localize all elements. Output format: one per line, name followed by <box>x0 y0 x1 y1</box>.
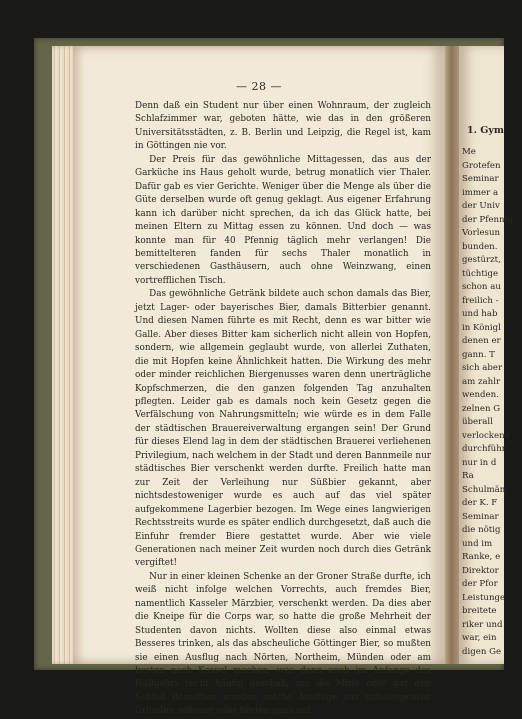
right-page-line: die nötig <box>462 525 501 535</box>
right-page-line: gann. T <box>462 349 495 360</box>
paragraph: Nur in einer kleinen Schenke an der Groner Straße durfte, ich weiß nicht infolge welchen Vorrechts, auch fremdes Bier, namentlich Kasseler Märzbier, verschenkt werden. Da dies aber die Kneipe für die Corps war, so hatte die große Mehrheit der Studenten davon nichts. Wollten diese also einmal etwas Besseres trinken, als das abscheuliche Göttinger Bier, so mußten sie einen Ausflug nach Nörten, Northeim, Münden oder am besten nach Kassel machen, was denn auch im Anfange des Halbjahrs recht häufig geschah; um die Mitte oder gar den Schluß desselben wurden solche Ausflüge aus naheliegenden Gründen seltener oder hörten ganz auf. <box>135 571 431 717</box>
right-page-line: Schulmän <box>462 484 506 495</box>
right-page-line: Ranke, e <box>462 552 501 562</box>
right-page-line: und hab <box>462 309 498 319</box>
right-page-line: verlockend <box>462 430 511 441</box>
right-page-line: Seminar <box>462 174 499 184</box>
right-page-line: der Univ <box>462 201 500 211</box>
right-page-line: der K. F <box>462 498 498 508</box>
right-page-line: digen Ge <box>462 646 502 657</box>
main-text <box>135 100 431 719</box>
right-page-line: nur in d <box>462 457 497 468</box>
right-page-line: der Pfor <box>462 579 498 589</box>
right-page-line: Seminar <box>462 511 499 522</box>
right-page-line: durchführ <box>462 444 506 454</box>
book-gutter <box>445 46 459 664</box>
right-page-line: gestürzt, <box>462 255 501 265</box>
right-page-line: und im <box>462 538 493 549</box>
right-page-line: schon au <box>462 282 501 292</box>
right-page-line: war, ein <box>462 633 497 643</box>
right-page-text <box>462 146 522 659</box>
right-page-line: der Pfennig <box>462 214 513 225</box>
right-page-line: immer a <box>462 187 499 198</box>
right-page-line: tüchtige <box>462 268 499 279</box>
right-page-line: riker und <box>462 619 503 630</box>
right-page-line: Direktor <box>462 565 499 576</box>
page-number: — 28 — <box>236 80 282 93</box>
right-page-line: denen er <box>462 336 501 346</box>
right-page-line: freilich - <box>462 295 499 306</box>
right-page-line: Leistunge <box>462 592 506 603</box>
right-page-line: Ra <box>462 471 474 481</box>
paragraph: Das gewöhnliche Getränk bildete auch schon damals das Bier, jetzt Lager- oder bayerisches Bier, damals Bitterbier genannt. Und diesen Namen führte es mit Recht, denn es war bitter wie Galle. Aber dieses Bitter kam sicherlich nicht allein von Hopfen, sondern, wie allgemein geglaubt wurde, von allerlei Zuthaten, die mit Hopfen keine Ähnlichkeit hatten. Die Wirkung des mehr oder minder reichlichen Biergenusses waren denn unerträgliche Kopfschmerzen, die den ganzen folgenden Tag anzuhalten pflegten. Leider gab es damals noch kein Gesetz gegen die Verfälschung von Nahrungsmitteln; wie würde es in dem Falle der städtischen Brauereiverwaltung ergangen sein! Der Grund für dieses Elend lag in dem der städtischen Brauerei verliehenen Privilegium, nach welchem in der Stadt und deren Bannmeile nur städtisches Bier verschenkt werden durfte. Freilich hatte man zur Zeit der Verleihung nur Süßbier gekannt, aber nichtsdestoweniger wurde es auch auf das viel später aufgekommene Lagerbier bezogen. Im Wege eines langwierigen Rechtsstreits wurde es später endlich durchgesetzt, daß auch die Einfuhr fremder Biere gestattet wurde. Aber wie viele Generationen nach meiner Zeit wurden noch durch dies Getränk vergiftet! <box>135 289 431 569</box>
paragraph: Denn daß ein Student nur über einen Wohnraum, der zugleich Schlafzimmer war, geboten hätte, wie das in den größeren Universitätsstädten, z. B. Berlin und Leipzig, die Regel ist, kam in Göttingen nie vor. <box>135 101 431 152</box>
right-page-line: breitete <box>462 606 497 616</box>
right-page-line: am zahlr <box>462 376 501 387</box>
paragraph: Der Preis für das gewöhnliche Mittagessen, das aus der Garküche ins Haus geholt wurde, betrug monatlich vier Thaler. Dafür gab es vier Gerichte. Weniger über die Menge als über die Güte derselben wurde oft genug geklagt. Aus eigener Erfahrung kann ich darüber nicht sprechen, da ich das Glück hatte, bei meinen Eltern zu Mittag essen zu können. Und doch — was konnte man für 40 Pfennig täglich mehr verlangen! Die bemittelteren fanden für sechs Thaler monatlich in verschiedenen Gasthäusern, auch ohne Weinzwang, einen vortrefflichen Tisch. <box>135 154 431 286</box>
right-page-line: sich aber <box>462 363 503 373</box>
right-page-line: bunden. <box>462 241 498 252</box>
right-page-line: Me <box>462 147 476 157</box>
right-page-heading: 1. Gym <box>467 125 504 136</box>
right-page-line: Grotefen <box>462 160 501 171</box>
right-page-line: Vorlesun <box>462 228 501 238</box>
right-page-line: in Königl <box>462 322 501 333</box>
right-page-line: zelnen G <box>462 403 501 414</box>
right-page-line: wenden. <box>462 390 499 400</box>
right-page-line: überall <box>462 417 493 427</box>
